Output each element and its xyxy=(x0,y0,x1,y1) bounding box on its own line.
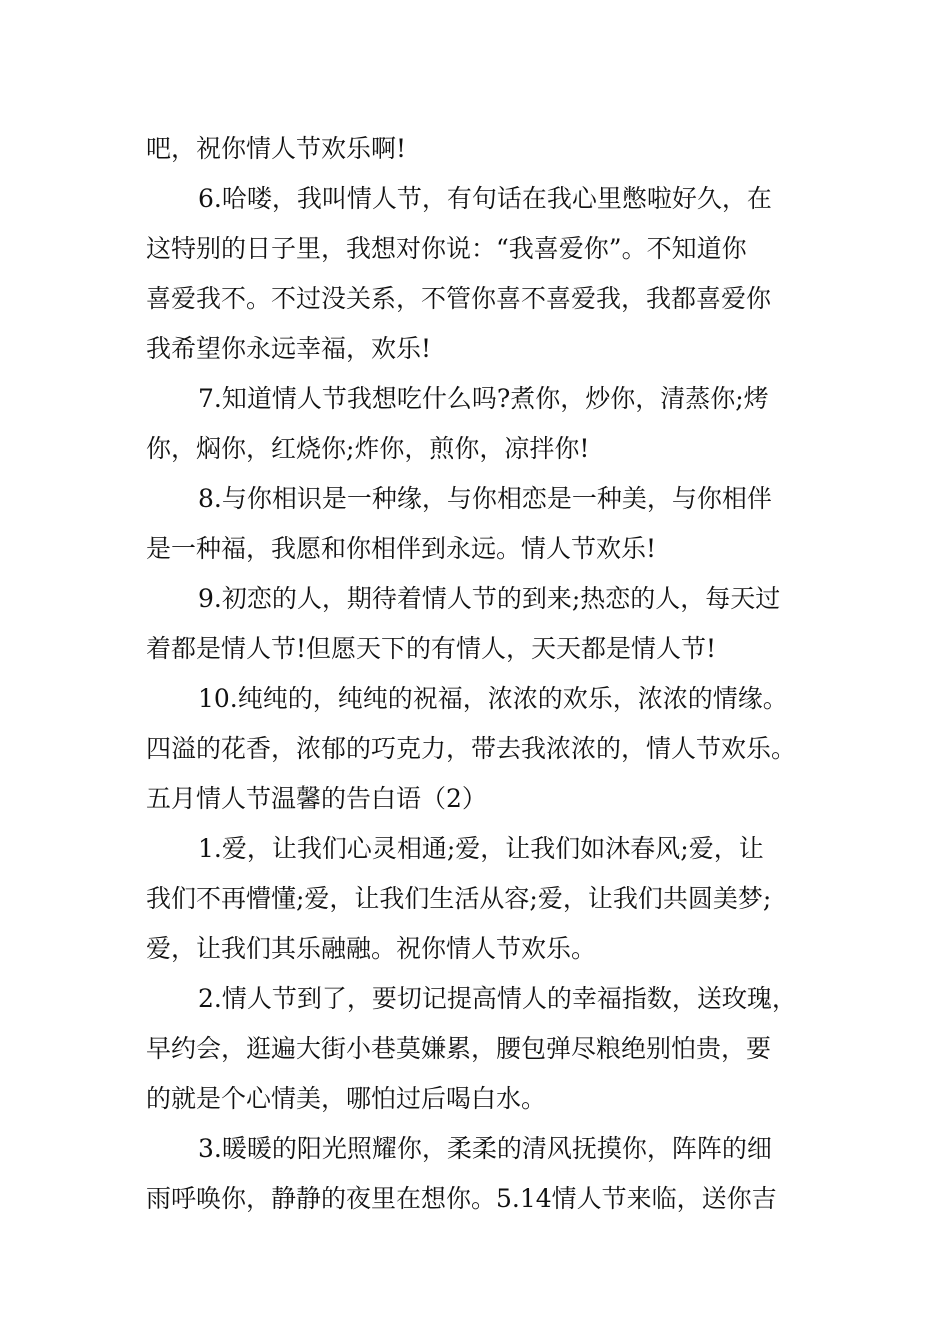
text-line: 6.哈喽，我叫情人节，有句话在我心里憋啦好久，在 xyxy=(198,184,772,213)
text-line: 8.与你相识是一种缘，与你相恋是一种美，与你相伴 xyxy=(198,484,772,513)
text-line: 9.初恋的人，期待着情人节的到来;热恋的人，每天过 xyxy=(198,584,781,613)
text-line: 我希望你永远幸福，欢乐! xyxy=(146,334,432,363)
text-line: 1.爱，让我们心灵相通;爱，让我们如沐春风;爱，让 xyxy=(198,834,764,863)
text-line: 是一种福，我愿和你相伴到永远。情人节欢乐! xyxy=(146,534,657,563)
text-line: 这特别的日子里，我想对你说：“我喜爱你”。不知道你 xyxy=(146,234,747,263)
text-line: 着都是情人节!但愿天下的有情人，天天都是情人节! xyxy=(146,634,717,663)
text-line: 3.暖暖的阳光照耀你，柔柔的清风抚摸你，阵阵的细 xyxy=(198,1134,772,1163)
section-heading: 五月情人节温馨的告白语（2） xyxy=(146,784,487,813)
text-line: 爱，让我们其乐融融。祝你情人节欢乐。 xyxy=(146,934,597,963)
text-line: 早约会，逛遍大街小巷莫嫌累，腰包弹尽粮绝别怕贵，要 xyxy=(146,1034,772,1063)
text-line: 2.情人节到了，要切记提高情人的幸福指数，送玫瑰， xyxy=(198,984,797,1013)
text-line: 我们不再懵懂;爱，让我们生活从容;爱，让我们共圆美梦; xyxy=(146,884,772,913)
text-line: 10.纯纯的，纯纯的祝福，浓浓的欢乐，浓浓的情缘。 xyxy=(198,684,788,713)
text-line: 喜爱我不。不过没关系，不管你喜不喜爱我，我都喜爱你 xyxy=(146,284,772,313)
text-line: 7.知道情人节我想吃什么吗?煮你，炒你，清蒸你;烤 xyxy=(198,384,769,413)
text-line: 吧，祝你情人节欢乐啊! xyxy=(146,134,407,163)
text-line: 四溢的花香，浓郁的巧克力，带去我浓浓的，情人节欢乐。 xyxy=(146,734,797,763)
text-line: 雨呼唤你，静静的夜里在想你。5.14情人节来临，送你吉 xyxy=(146,1184,777,1213)
text-line: 的就是个心情美，哪怕过后喝白水。 xyxy=(146,1084,547,1113)
text-line: 你，焖你，红烧你;炸你，煎你，凉拌你! xyxy=(146,434,590,463)
